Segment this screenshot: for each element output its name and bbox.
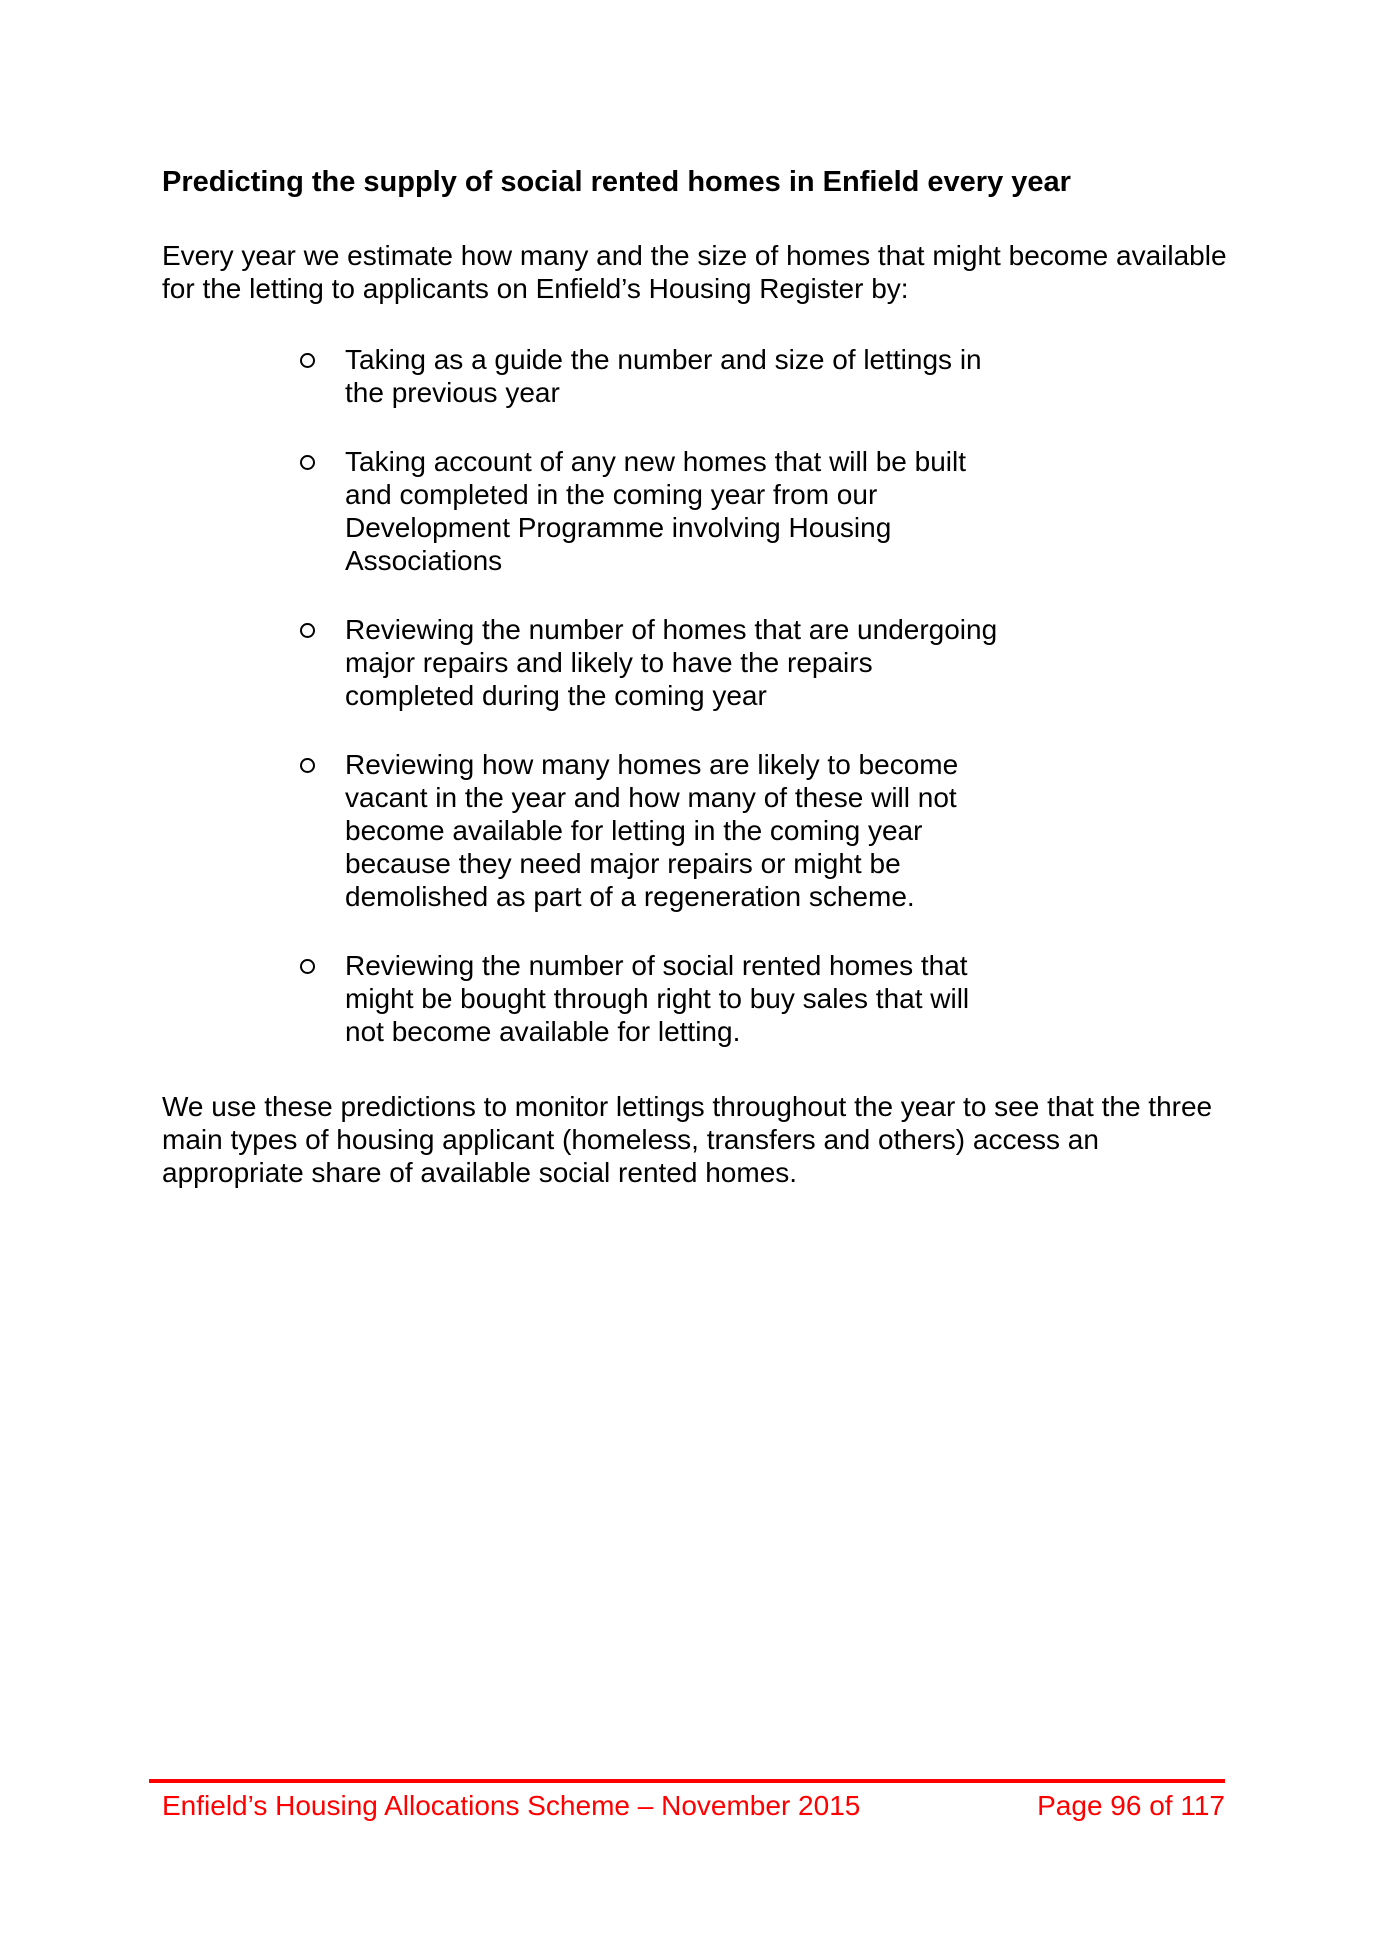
footer-page-number: Page 96 of 117 bbox=[1037, 1790, 1225, 1821]
footer-divider bbox=[149, 1779, 1225, 1783]
page-title: Predicting the supply of social rented homes in Enfield every year bbox=[162, 166, 1071, 198]
list-item-text: Reviewing the number of social rented homes that might be bought through right to buy sales that will not become available for letting. bbox=[345, 950, 970, 1047]
closing-paragraph: We use these predictions to monitor lettings throughout the year to see that the three main types of housing applicant (homeless, transfers and others) access an appropriate share of available social rented homes. bbox=[162, 1091, 1213, 1188]
footer-document-title: Enfield’s Housing Allocations Scheme – November 2015 bbox=[162, 1790, 861, 1821]
list-item bbox=[162, 748, 1247, 913]
circle-bullet-icon bbox=[300, 455, 315, 470]
intro-paragraph: Every year we estimate how many and the size of homes that might become available for the letting to applicants on Enfield’s Housing Register by: bbox=[162, 240, 1227, 304]
list-item bbox=[162, 949, 1247, 1048]
list-item-text: Reviewing how many homes are likely to become vacant in the year and how many of these will not become available for letting in the coming year because they need major repairs or might be demolished as part of a regeneration scheme. bbox=[345, 749, 959, 912]
list-item bbox=[162, 343, 1247, 409]
bullet-list bbox=[162, 343, 1247, 1048]
circle-bullet-icon bbox=[300, 959, 315, 974]
circle-bullet-icon bbox=[300, 353, 315, 368]
page-footer bbox=[162, 1790, 1225, 1822]
document-body bbox=[162, 165, 1247, 1189]
circle-bullet-icon bbox=[300, 758, 315, 773]
list-item bbox=[162, 613, 1247, 712]
list-item-text: Taking account of any new homes that will be built and completed in the coming year from our Development Programme involving Housing Associations bbox=[345, 446, 967, 576]
list-item-text: Taking as a guide the number and size of lettings in the previous year bbox=[345, 344, 982, 408]
list-item-text: Reviewing the number of homes that are undergoing major repairs and likely to have the repairs completed during the coming year bbox=[345, 614, 998, 711]
circle-bullet-icon bbox=[300, 623, 315, 638]
list-item bbox=[162, 445, 1247, 577]
